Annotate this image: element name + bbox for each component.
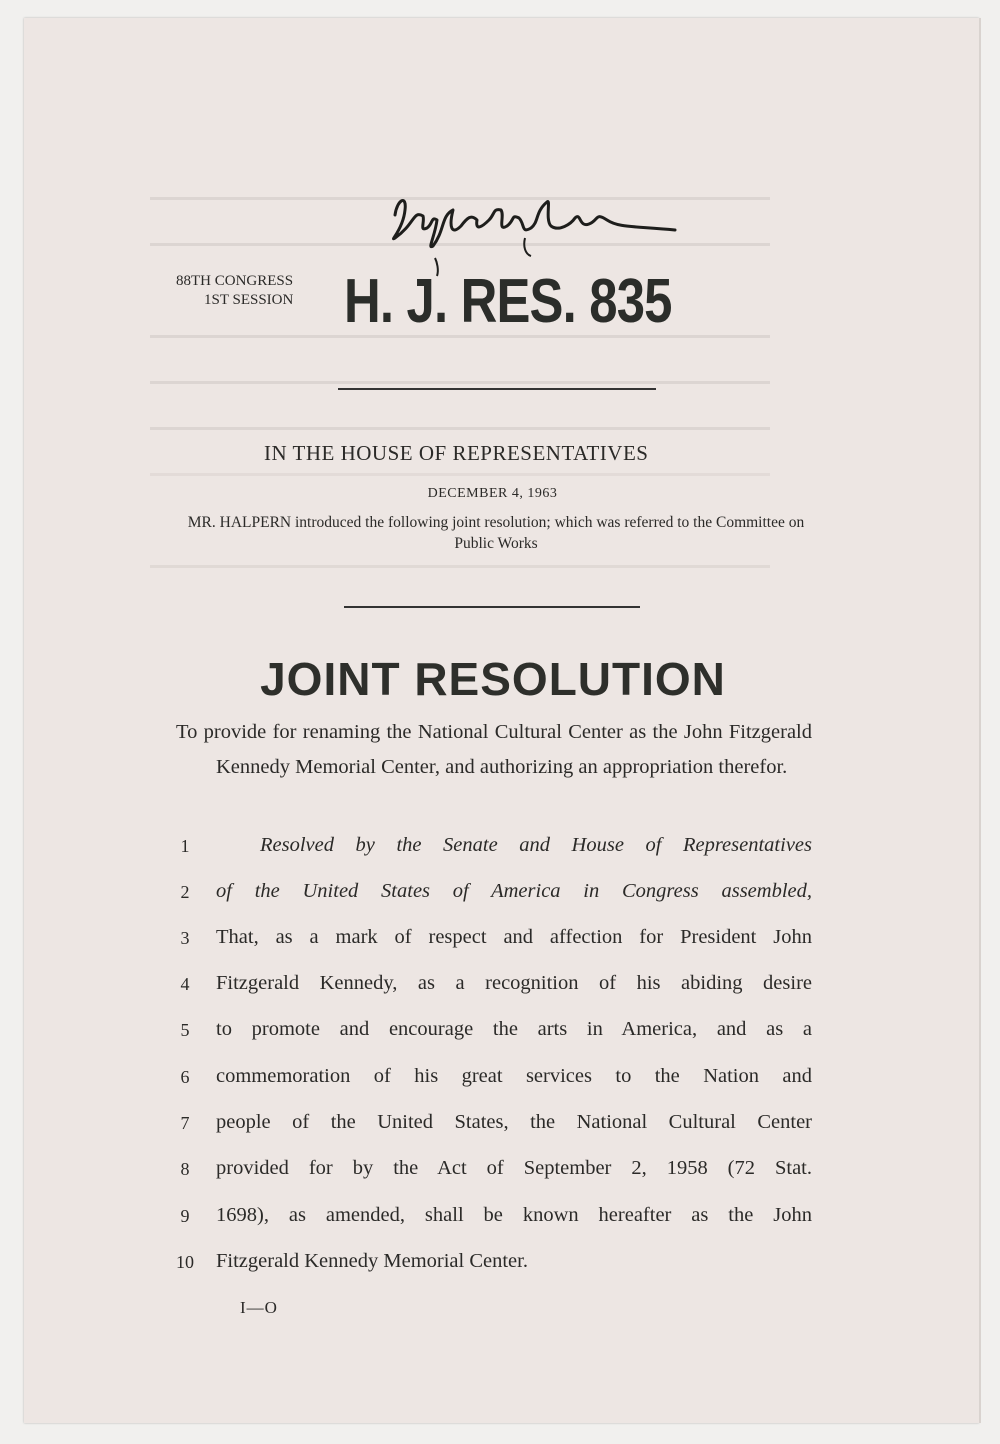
line-number: 2: [180, 882, 190, 902]
top-rule: [338, 388, 656, 390]
line-number: 5: [180, 1020, 190, 1040]
purpose-lead: To: [176, 721, 198, 743]
resolution-title: [0, 652, 1000, 706]
introduction: [176, 512, 816, 554]
line-number: 10: [176, 1252, 194, 1272]
middle-rule: [344, 606, 640, 608]
body-line: That, as a mark of respect and affection for President John: [216, 926, 812, 948]
date-text: DECEMBER 4, 1963: [427, 486, 558, 501]
line-number: 1: [180, 836, 190, 856]
body-line: Fitzgerald Kennedy Memorial Center.: [216, 1250, 528, 1272]
line-number: 3: [180, 928, 190, 948]
line-number: 8: [180, 1159, 190, 1179]
body-line: commemoration of his great services to the Nation and: [216, 1065, 812, 1087]
signature: [375, 180, 705, 300]
session-label: 1ST SESSION: [204, 292, 294, 308]
page-edge: [979, 18, 981, 1423]
sponsor-name: MR. HALPERN: [187, 514, 292, 531]
congress-session: [176, 272, 293, 310]
body-line: Resolved by the Senate and House of Representatives: [260, 834, 812, 856]
title-text: JOINT RESOLUTION: [260, 653, 726, 705]
line-number: 7: [180, 1113, 190, 1133]
body-line: to promote and encourage the arts in America, and as a: [216, 1018, 812, 1040]
body-line: people of the United States, the National Cultural Center: [216, 1111, 812, 1133]
introduction-text: introduced the following joint resolution; which was referred to the Committee on Public Works: [295, 514, 805, 552]
congress-label: 88TH CONGRESS: [176, 273, 294, 289]
purpose-clause: [176, 715, 812, 785]
body-line: 1698), as amended, shall be known hereafter as the John: [216, 1204, 812, 1226]
bill-number: H. J. RES. 835: [344, 267, 672, 336]
body-line: Fitzgerald Kennedy, as a recognition of his abiding desire: [216, 972, 812, 994]
line-number: 9: [180, 1206, 190, 1226]
date-line: [0, 486, 1000, 502]
body-line: provided for by the Act of September 2, 1958 (72 Stat.: [216, 1157, 812, 1179]
footer-code: I—O: [240, 1298, 278, 1317]
chamber-heading: IN THE HOUSE OF REPRESENTATIVES: [264, 441, 649, 465]
body-line: of the United States of America in Congress assembled,: [216, 880, 812, 902]
line-number: 6: [180, 1067, 190, 1087]
line-number: 4: [180, 974, 190, 994]
purpose-text: provide for renaming the National Cultural Center as the John Fitzgerald Kennedy Memorial Center, and authorizing an appropriation therefor.: [203, 721, 813, 778]
